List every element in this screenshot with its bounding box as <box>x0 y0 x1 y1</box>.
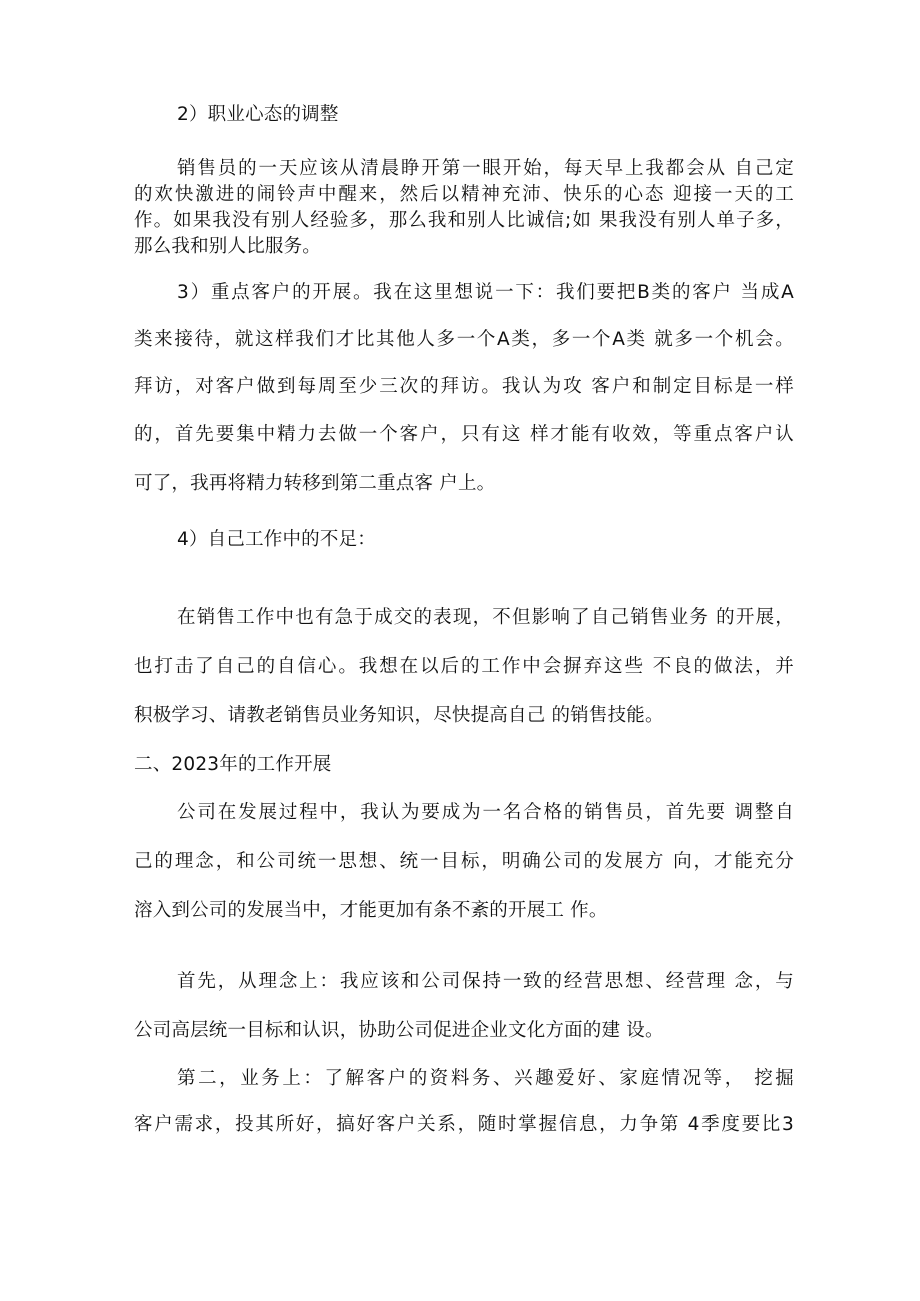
paragraph-line: 溶入到公司的发展当中，才能更加有条不紊的开展工 作。 <box>134 900 608 921</box>
paragraph-line: 销售员的一天应该从清晨睁开第一眼开始，每天早上我都会从 自己定 <box>177 158 794 179</box>
heading-shortcomings: 4）自己工作中的不足： <box>177 529 376 550</box>
paragraph-line: 首先，从理念上：我应该和公司保持一致的经营思想、经营理 念，与 <box>177 971 794 992</box>
paragraph-line: 的，首先要集中精力去做一个客户，只有这 样才能有收效，等重点客户认 <box>134 424 794 445</box>
paragraph-line: 己的理念，和公司统一思想、统一目标，明确公司的发展方 向，才能充分 <box>134 851 794 872</box>
paragraph-line: 公司在发展过程中，我认为要成为一名合格的销售员，首先要 调整自 <box>177 802 794 823</box>
paragraph-line: 可了，我再将精力转移到第二重点客 户上。 <box>134 473 496 494</box>
heading-career-mindset: 2）职业心态的调整 <box>177 104 339 125</box>
paragraph-line: 公司高层统一目标和认识，协助公司促进企业文化方面的建 设。 <box>134 1020 664 1041</box>
paragraph-line: 那么我和别人比服务。 <box>134 236 322 257</box>
paragraph-line: 也打击了自己的自信心。我想在以后的工作中会摒弃这些 不良的做法，并 <box>134 656 794 677</box>
paragraph-line: 类来接待，就这样我们才比其他人多一个A类，多一个A类 就多一个机会。 <box>134 329 794 350</box>
paragraph-line: 拜访，对客户做到每周至少三次的拜访。我认为攻 客户和制定目标是一样 <box>134 376 794 397</box>
paragraph-line: 积极学习、请教老销售员业务知识，尽快提高自己 的销售技能。 <box>134 705 664 726</box>
paragraph-line: 的欢快激进的闹铃声中醒来，然后以精神充沛、快乐的心态 迎接一天的工 <box>134 184 794 205</box>
paragraph-line: 在销售工作中也有急于成交的表现，不但影响了自己销售业务 的开展， <box>177 607 794 628</box>
paragraph-line: 作。如果我没有别人经验多，那么我和别人比诚信;如 果我没有别人单子多， <box>134 210 794 231</box>
paragraph-line: 3）重点客户的开展。我在这里想说一下：我们要把B类的客户 当成A <box>177 282 794 303</box>
section-heading: 二、2023年的工作开展 <box>134 754 332 775</box>
paragraph-line: 客户需求，投其所好，搞好客户关系，随时掌握信息，力争第 4季度要比3 <box>134 1114 794 1135</box>
paragraph-line: 第二，业务上：了解客户的资料务、兴趣爱好、家庭情况等， 挖掘 <box>177 1068 794 1089</box>
